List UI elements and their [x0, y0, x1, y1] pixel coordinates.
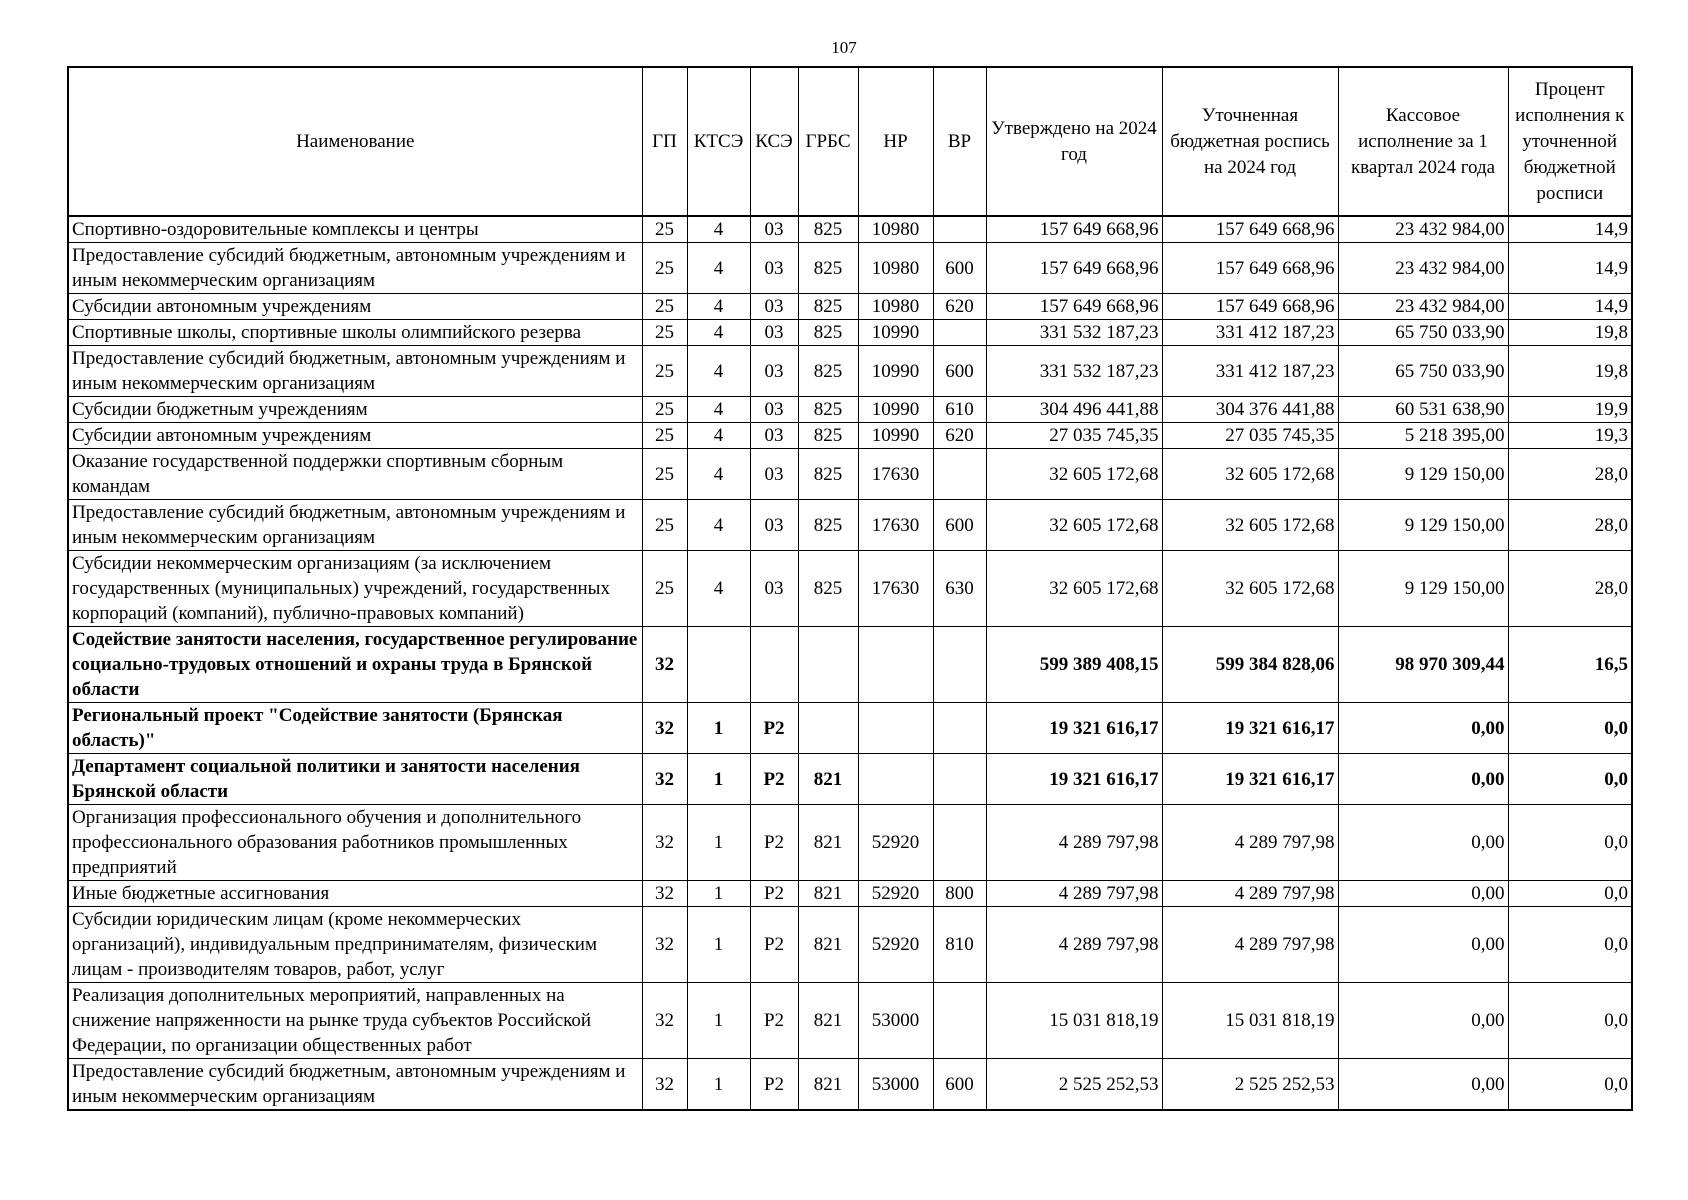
table-row	[68, 551, 1632, 627]
cell-percent: 14,9	[1508, 294, 1632, 320]
cell-gp: 25	[642, 500, 687, 551]
cell-kse: 03	[750, 346, 798, 397]
cell-approved: 4 289 797,98	[986, 881, 1162, 907]
cell-refined: 4 289 797,98	[1162, 907, 1338, 983]
budget-table	[67, 66, 1633, 1111]
cell-kse: 03	[750, 423, 798, 449]
cell-ktse: 4	[687, 346, 750, 397]
cell-kse: 03	[750, 243, 798, 294]
cell-cash: 0,00	[1338, 1059, 1508, 1111]
cell-vr: 600	[933, 346, 986, 397]
cell-cash: 23 432 984,00	[1338, 243, 1508, 294]
cell-approved: 2 525 252,53	[986, 1059, 1162, 1111]
cell-name: Субсидии некоммерческим организациям (за исключением государственных (муниципальных) учреждений, государственных корпораций (компаний), публично-правовых компаний)	[68, 551, 642, 627]
cell-name: Субсидии автономным учреждениям	[68, 423, 642, 449]
cell-refined: 157 649 668,96	[1162, 243, 1338, 294]
cell-gp: 32	[642, 627, 687, 703]
cell-kse: P2	[750, 907, 798, 983]
cell-gp: 25	[642, 346, 687, 397]
table-row	[68, 423, 1632, 449]
cell-refined: 331 412 187,23	[1162, 346, 1338, 397]
cell-percent: 16,5	[1508, 627, 1632, 703]
header-cash: Кассовое исполнение за 1 квартал 2024 года	[1338, 67, 1508, 216]
cell-kse: P2	[750, 703, 798, 754]
cell-gp: 25	[642, 294, 687, 320]
cell-ktse: 1	[687, 881, 750, 907]
cell-refined: 4 289 797,98	[1162, 805, 1338, 881]
cell-gp: 32	[642, 1059, 687, 1111]
cell-approved: 304 496 441,88	[986, 397, 1162, 423]
cell-grbs: 821	[798, 907, 858, 983]
cell-grbs: 825	[798, 423, 858, 449]
cell-kse: P2	[750, 1059, 798, 1111]
cell-approved: 4 289 797,98	[986, 805, 1162, 881]
cell-gp: 25	[642, 551, 687, 627]
cell-cash: 0,00	[1338, 754, 1508, 805]
cell-gp: 32	[642, 703, 687, 754]
table-row	[68, 627, 1632, 703]
cell-gp: 25	[642, 449, 687, 500]
cell-approved: 157 649 668,96	[986, 294, 1162, 320]
cell-grbs: 825	[798, 449, 858, 500]
cell-refined: 599 384 828,06	[1162, 627, 1338, 703]
header-percent: Процент исполнения к уточненной бюджетной росписи	[1508, 67, 1632, 216]
cell-gp: 32	[642, 983, 687, 1059]
cell-percent: 28,0	[1508, 449, 1632, 500]
cell-ktse: 4	[687, 551, 750, 627]
cell-name: Иные бюджетные ассигнования	[68, 881, 642, 907]
cell-cash: 98 970 309,44	[1338, 627, 1508, 703]
cell-kse: 03	[750, 500, 798, 551]
cell-kse: 03	[750, 320, 798, 346]
cell-cash: 0,00	[1338, 703, 1508, 754]
cell-ktse: 1	[687, 754, 750, 805]
cell-nr: 53000	[858, 1059, 933, 1111]
header-grbs: ГРБС	[798, 67, 858, 216]
cell-kse	[750, 627, 798, 703]
table-row	[68, 449, 1632, 500]
cell-grbs: 825	[798, 320, 858, 346]
table-row	[68, 1059, 1632, 1111]
cell-refined: 304 376 441,88	[1162, 397, 1338, 423]
cell-nr: 10980	[858, 243, 933, 294]
cell-kse: 03	[750, 449, 798, 500]
cell-vr	[933, 449, 986, 500]
cell-percent: 0,0	[1508, 754, 1632, 805]
cell-name: Предоставление субсидий бюджетным, автономным учреждениям и иным некоммерческим организациям	[68, 500, 642, 551]
cell-name: Департамент социальной политики и занятости населения Брянской области	[68, 754, 642, 805]
cell-ktse: 1	[687, 983, 750, 1059]
cell-vr	[933, 983, 986, 1059]
cell-name: Субсидии бюджетным учреждениям	[68, 397, 642, 423]
cell-cash: 9 129 150,00	[1338, 551, 1508, 627]
cell-gp: 32	[642, 881, 687, 907]
cell-kse: 03	[750, 294, 798, 320]
cell-kse: 03	[750, 397, 798, 423]
cell-vr	[933, 754, 986, 805]
cell-nr: 17630	[858, 500, 933, 551]
header-kse: КСЭ	[750, 67, 798, 216]
cell-vr	[933, 703, 986, 754]
table-row	[68, 243, 1632, 294]
cell-refined: 157 649 668,96	[1162, 216, 1338, 243]
cell-name: Предоставление субсидий бюджетным, автономным учреждениям и иным некоммерческим организациям	[68, 346, 642, 397]
cell-cash: 60 531 638,90	[1338, 397, 1508, 423]
cell-cash: 65 750 033,90	[1338, 320, 1508, 346]
cell-grbs	[798, 627, 858, 703]
cell-kse: P2	[750, 983, 798, 1059]
table-row	[68, 754, 1632, 805]
cell-ktse: 4	[687, 243, 750, 294]
cell-vr: 800	[933, 881, 986, 907]
cell-refined: 15 031 818,19	[1162, 983, 1338, 1059]
cell-cash: 0,00	[1338, 805, 1508, 881]
cell-refined: 331 412 187,23	[1162, 320, 1338, 346]
page-number: 107	[831, 38, 857, 57]
cell-nr: 52920	[858, 907, 933, 983]
cell-percent: 0,0	[1508, 881, 1632, 907]
cell-cash: 9 129 150,00	[1338, 500, 1508, 551]
cell-gp: 25	[642, 320, 687, 346]
cell-gp: 32	[642, 805, 687, 881]
cell-percent: 0,0	[1508, 907, 1632, 983]
cell-approved: 32 605 172,68	[986, 500, 1162, 551]
table-row	[68, 983, 1632, 1059]
cell-name: Организация профессионального обучения и дополнительного профессионального образования работников промышленных предприятий	[68, 805, 642, 881]
cell-ktse: 4	[687, 320, 750, 346]
header-name: Наименование	[68, 67, 642, 216]
cell-cash: 5 218 395,00	[1338, 423, 1508, 449]
cell-nr	[858, 703, 933, 754]
cell-kse: P2	[750, 805, 798, 881]
cell-cash: 65 750 033,90	[1338, 346, 1508, 397]
cell-ktse: 1	[687, 703, 750, 754]
cell-vr	[933, 216, 986, 243]
cell-vr	[933, 627, 986, 703]
cell-nr: 10990	[858, 346, 933, 397]
table-row	[68, 320, 1632, 346]
cell-kse: P2	[750, 754, 798, 805]
cell-name: Оказание государственной поддержки спортивным сборным командам	[68, 449, 642, 500]
cell-approved: 331 532 187,23	[986, 320, 1162, 346]
cell-approved: 157 649 668,96	[986, 243, 1162, 294]
cell-vr: 810	[933, 907, 986, 983]
cell-vr	[933, 320, 986, 346]
cell-refined: 27 035 745,35	[1162, 423, 1338, 449]
cell-ktse: 1	[687, 1059, 750, 1111]
cell-refined: 32 605 172,68	[1162, 551, 1338, 627]
cell-ktse: 1	[687, 907, 750, 983]
cell-grbs: 825	[798, 243, 858, 294]
cell-nr: 10980	[858, 294, 933, 320]
cell-ktse: 4	[687, 397, 750, 423]
cell-grbs: 825	[798, 346, 858, 397]
cell-name: Предоставление субсидий бюджетным, автономным учреждениям и иным некоммерческим организациям	[68, 243, 642, 294]
cell-nr: 10990	[858, 423, 933, 449]
cell-grbs: 821	[798, 754, 858, 805]
cell-nr: 52920	[858, 805, 933, 881]
cell-grbs: 821	[798, 983, 858, 1059]
cell-gp: 25	[642, 397, 687, 423]
cell-vr: 610	[933, 397, 986, 423]
table-row	[68, 881, 1632, 907]
cell-nr: 52920	[858, 881, 933, 907]
cell-percent: 28,0	[1508, 500, 1632, 551]
cell-grbs: 821	[798, 881, 858, 907]
table-row	[68, 907, 1632, 983]
table-row	[68, 346, 1632, 397]
cell-cash: 0,00	[1338, 983, 1508, 1059]
cell-grbs: 821	[798, 1059, 858, 1111]
cell-gp: 32	[642, 907, 687, 983]
cell-kse: P2	[750, 881, 798, 907]
cell-name: Содействие занятости населения, государственное регулирование социально-трудовых отношений и охраны труда в Брянской области	[68, 627, 642, 703]
cell-refined: 157 649 668,96	[1162, 294, 1338, 320]
cell-percent: 19,8	[1508, 346, 1632, 397]
cell-gp: 25	[642, 423, 687, 449]
cell-approved: 331 532 187,23	[986, 346, 1162, 397]
cell-grbs: 825	[798, 551, 858, 627]
cell-approved: 15 031 818,19	[986, 983, 1162, 1059]
cell-approved: 32 605 172,68	[986, 551, 1162, 627]
cell-percent: 14,9	[1508, 216, 1632, 243]
header-approved: Утверждено на 2024 год	[986, 67, 1162, 216]
cell-vr: 600	[933, 1059, 986, 1111]
cell-kse: 03	[750, 551, 798, 627]
cell-name: Реализация дополнительных мероприятий, направленных на снижение напряженности на рынке труда субъектов Российской Федерации, по организации общественных работ	[68, 983, 642, 1059]
cell-name: Региональный проект "Содействие занятости (Брянская область)"	[68, 703, 642, 754]
cell-nr: 10980	[858, 216, 933, 243]
cell-approved: 599 389 408,15	[986, 627, 1162, 703]
cell-percent: 28,0	[1508, 551, 1632, 627]
header-ktse: КТСЭ	[687, 67, 750, 216]
cell-percent: 19,9	[1508, 397, 1632, 423]
cell-approved: 27 035 745,35	[986, 423, 1162, 449]
cell-ktse: 4	[687, 216, 750, 243]
cell-refined: 32 605 172,68	[1162, 500, 1338, 551]
cell-ktse	[687, 627, 750, 703]
table-row	[68, 294, 1632, 320]
header-row	[68, 67, 1632, 216]
cell-name: Предоставление субсидий бюджетным, автономным учреждениям и иным некоммерческим организациям	[68, 1059, 642, 1111]
cell-percent: 0,0	[1508, 805, 1632, 881]
cell-gp: 25	[642, 216, 687, 243]
cell-cash: 0,00	[1338, 881, 1508, 907]
cell-vr	[933, 805, 986, 881]
cell-grbs: 825	[798, 294, 858, 320]
cell-grbs	[798, 703, 858, 754]
cell-name: Спортивные школы, спортивные школы олимпийского резерва	[68, 320, 642, 346]
cell-ktse: 4	[687, 500, 750, 551]
cell-vr: 600	[933, 500, 986, 551]
cell-ktse: 4	[687, 449, 750, 500]
cell-grbs: 825	[798, 500, 858, 551]
table-row	[68, 397, 1632, 423]
header-nr: НР	[858, 67, 933, 216]
cell-gp: 25	[642, 243, 687, 294]
cell-nr	[858, 754, 933, 805]
cell-approved: 4 289 797,98	[986, 907, 1162, 983]
cell-name: Субсидии автономным учреждениям	[68, 294, 642, 320]
table-row	[68, 703, 1632, 754]
cell-nr: 53000	[858, 983, 933, 1059]
cell-approved: 32 605 172,68	[986, 449, 1162, 500]
header-vr: ВР	[933, 67, 986, 216]
header-refined: Уточненная бюджетная роспись на 2024 год	[1162, 67, 1338, 216]
cell-cash: 23 432 984,00	[1338, 216, 1508, 243]
cell-approved: 19 321 616,17	[986, 754, 1162, 805]
header-gp: ГП	[642, 67, 687, 216]
cell-nr	[858, 627, 933, 703]
cell-nr: 17630	[858, 551, 933, 627]
cell-vr: 600	[933, 243, 986, 294]
cell-cash: 9 129 150,00	[1338, 449, 1508, 500]
cell-kse: 03	[750, 216, 798, 243]
cell-vr: 620	[933, 294, 986, 320]
cell-cash: 0,00	[1338, 907, 1508, 983]
table-row	[68, 500, 1632, 551]
cell-ktse: 4	[687, 423, 750, 449]
cell-nr: 10990	[858, 397, 933, 423]
cell-approved: 157 649 668,96	[986, 216, 1162, 243]
cell-vr: 620	[933, 423, 986, 449]
cell-approved: 19 321 616,17	[986, 703, 1162, 754]
cell-refined: 19 321 616,17	[1162, 703, 1338, 754]
cell-grbs: 825	[798, 216, 858, 243]
cell-percent: 19,8	[1508, 320, 1632, 346]
cell-nr: 10990	[858, 320, 933, 346]
cell-name: Субсидии юридическим лицам (кроме некоммерческих организаций), индивидуальным предпринимателям, физическим лицам - производителям товаров, работ, услуг	[68, 907, 642, 983]
cell-ktse: 4	[687, 294, 750, 320]
cell-vr: 630	[933, 551, 986, 627]
cell-refined: 32 605 172,68	[1162, 449, 1338, 500]
cell-refined: 4 289 797,98	[1162, 881, 1338, 907]
table-row	[68, 805, 1632, 881]
cell-percent: 14,9	[1508, 243, 1632, 294]
cell-cash: 23 432 984,00	[1338, 294, 1508, 320]
cell-name: Спортивно-оздоровительные комплексы и центры	[68, 216, 642, 243]
cell-nr: 17630	[858, 449, 933, 500]
cell-percent: 0,0	[1508, 703, 1632, 754]
cell-refined: 19 321 616,17	[1162, 754, 1338, 805]
cell-refined: 2 525 252,53	[1162, 1059, 1338, 1111]
cell-grbs: 825	[798, 397, 858, 423]
cell-percent: 0,0	[1508, 983, 1632, 1059]
table-body	[68, 216, 1632, 1110]
table-row	[68, 216, 1632, 243]
cell-ktse: 1	[687, 805, 750, 881]
cell-gp: 32	[642, 754, 687, 805]
cell-grbs: 821	[798, 805, 858, 881]
cell-percent: 19,3	[1508, 423, 1632, 449]
cell-percent: 0,0	[1508, 1059, 1632, 1111]
